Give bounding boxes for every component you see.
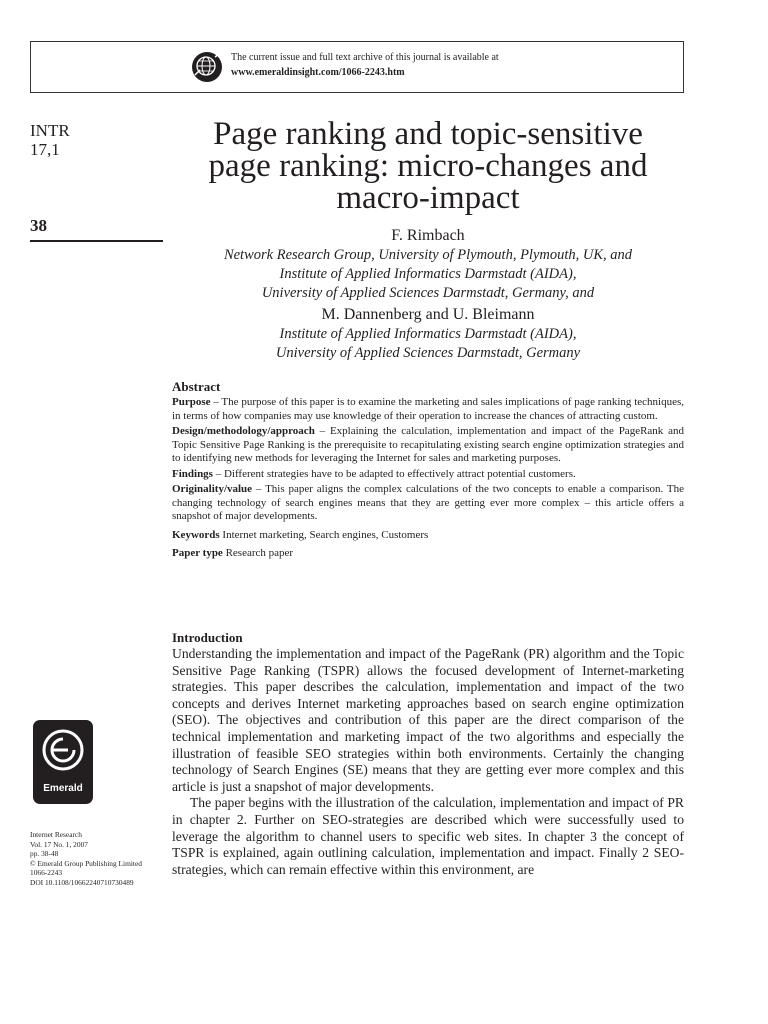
author-affiliation: Institute of Applied Informatics Darmstadt (AIDA),: [279, 266, 577, 282]
page-number-rule: [30, 240, 163, 242]
abstract-label: Design/methodology/approach: [172, 425, 315, 437]
abstract-findings: [172, 468, 684, 482]
paper-title: [172, 118, 684, 214]
pubinfo-volume: Vol. 17 No. 1, 2007: [30, 839, 88, 849]
page-number: 38: [30, 216, 47, 235]
pubinfo-pages: pp. 38-48: [30, 849, 59, 859]
journal-volume: 17,1: [30, 140, 60, 159]
title-line: page ranking: micro-changes and: [208, 148, 648, 184]
abstract-heading: Abstract: [172, 379, 221, 394]
emerald-logo: [33, 720, 93, 804]
title-line: macro-impact: [336, 180, 520, 216]
abstract-text: – Different strategies have to be adapted to effectively attract potential customers.: [212, 467, 576, 480]
pubinfo-doi: DOI 10.1108/10662240710730489: [30, 877, 134, 887]
paper-type-text: Research paper: [225, 547, 294, 559]
body-paragraph: The paper begins with the illustration of the calculation, implementation and impact of PR in chapter 2. Further on SEO-strategies are described which were successfully used to leverage the algorithm to channel users to specific web sites. In chapter 3 the concept of TSPR is explained, again outlining calculation, implementation and impact. Finally 2 SEO-strategies, which can remain effective within this environment, are: [172, 795, 684, 877]
abstract-originality: [172, 483, 684, 524]
author-affiliation: Institute of Applied Informatics Darmstadt (AIDA),: [279, 326, 577, 342]
pubinfo-issn: 1066-2243: [30, 868, 63, 878]
author-affiliation: University of Applied Sciences Darmstadt, Germany, and: [261, 285, 595, 301]
globe-icon: [191, 51, 223, 83]
emerald-logo-text: Emerald: [43, 783, 83, 794]
publication-info: [30, 830, 170, 888]
archive-url-link[interactable]: www.emeraldinsight.com/1066-2243.htm: [231, 67, 405, 78]
abstract-label: Findings: [172, 467, 213, 480]
abstract-text: – The purpose of this paper is to examine the marketing and sales implications of page ranking techniques, in terms of how companies may use knowledge of their operation to increase the chances of attracting custom.: [172, 396, 684, 422]
pubinfo-journal: Internet Research: [30, 830, 82, 839]
author-name: F. Rimbach: [391, 227, 465, 244]
body-paragraph: Understanding the implementation and impact of the PageRank (PR) algorithm and the Topic Sensitive Page Ranking (TSPR) allows the focused development of Internet-marketing strategies. This paper describes the calculation, implementation and impact of the two concepts and derives Internet marketing approaches based on search engine optimization (SEO). The objectives and contribution of this paper are the direct comparison of the technical implementation and marketing impact of the two algorithms and especially the illustration of feasible SEO strategies within both environments. Certainly the changing technology of Search Engines (SE) means that they are getting ever more complex and this article is just a snapshot of major developments.: [172, 646, 684, 794]
archive-notice: The current issue and full text archive of this journal is available at: [231, 52, 499, 63]
abstract-label: Purpose: [172, 396, 211, 408]
abstract-label: Originality/value: [172, 483, 253, 495]
author-block: [172, 226, 684, 363]
abstract-paper-type: [172, 547, 684, 561]
journal-code: [30, 121, 70, 159]
paper-type-label: Paper type: [172, 547, 223, 559]
keywords-text: Internet marketing, Search engines, Customers: [222, 528, 429, 541]
abstract-purpose: [172, 396, 684, 423]
journal-abbrev: INTR: [30, 121, 70, 140]
introduction-section: [172, 630, 684, 878]
pubinfo-copyright: © Emerald Group Publishing Limited: [30, 858, 142, 868]
emerald-e-icon: [33, 720, 93, 780]
abstract-keywords: [172, 529, 684, 543]
author-affiliation: Network Research Group, University of Plymouth, Plymouth, UK, and: [223, 247, 633, 263]
title-line: Page ranking and topic-sensitive: [213, 116, 643, 152]
abstract-text: – Explaining the calculation, implementation and impact of the PageRank and Topic Sensitive Page Ranking is the prerequisite to recapitulating existing search engine optimization strategies and to identifying new methods for leveraging the Internet for sales and marketing purposes.: [172, 425, 684, 464]
abstract-text: – This paper aligns the complex calculations of the two concepts to enable a comparison. The changing technology of search engines means that they are getting ever more complex – this article offers a snapshot of major developments.: [172, 483, 684, 522]
abstract-design: [172, 425, 684, 466]
author-affiliation: University of Applied Sciences Darmstadt, Germany: [275, 345, 581, 361]
introduction-heading: Introduction: [172, 630, 243, 645]
abstract: [172, 379, 684, 561]
journal-archive-box: [30, 41, 684, 93]
author-name: M. Dannenberg and U. Bleimann: [321, 306, 535, 323]
keywords-label: Keywords: [172, 528, 220, 541]
